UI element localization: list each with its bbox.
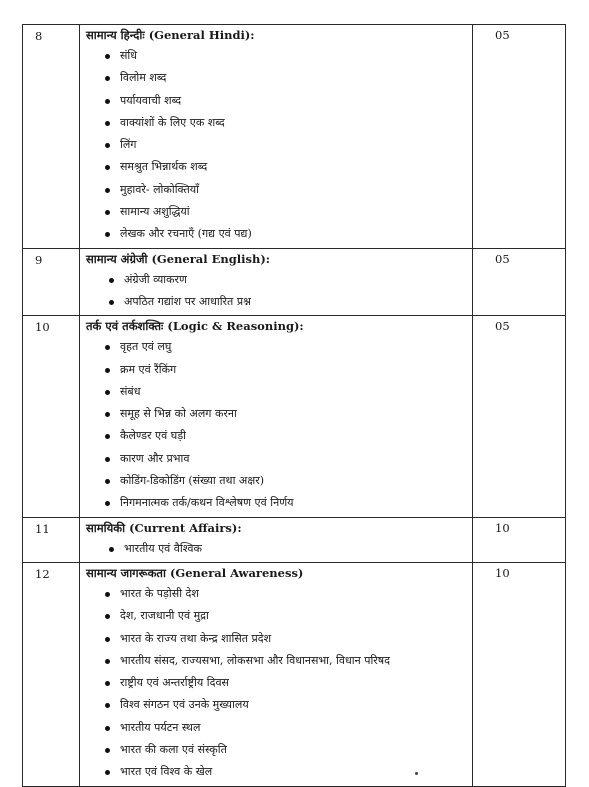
syllabus-row (23, 517, 566, 562)
section-number: 8 (23, 25, 80, 249)
section-marks-cell (473, 517, 566, 562)
syllabus-table (22, 24, 566, 787)
topic-item: राष्ट्रीय एवं अन्तर्राष्ट्रीय दिवस (86, 672, 466, 694)
topic-item: विलोम शब्द (86, 67, 466, 89)
topic-item: निगमनात्मक तर्क/कथन विश्लेषण एवं निर्णय (86, 492, 466, 514)
section-title: तर्क एवं तर्कशक्तिः (Logic & Reasoning): (86, 319, 304, 334)
topic-item: लेखक और रचनाएँ (गद्य एवं पद्य) (86, 223, 466, 245)
topic-item: कारण और प्रभाव (86, 448, 466, 470)
section-title: सामयिकी (Current Affairs): (86, 520, 242, 535)
topic-item: वाक्यांशों के लिए एक शब्द (86, 112, 466, 134)
section-title: सामान्य जागरूकता (General Awareness) (86, 565, 304, 580)
section-content (80, 517, 473, 562)
topic-list (86, 583, 466, 784)
topic-item: कैलेण्डर एवं घड़ी (86, 425, 466, 447)
section-number: 12 (23, 562, 80, 786)
topic-item: भारतीय एवं वैश्विक (86, 538, 466, 560)
topic-item: क्रम एवं रैंकिंग (86, 359, 466, 381)
section-title: सामान्य अंग्रेजी (General English): (86, 251, 271, 266)
section-content (80, 562, 473, 786)
section-title: सामान्य हिन्दीः (General Hindi): (86, 28, 255, 42)
topic-item: देश, राजधानी एवं मुद्रा (86, 605, 466, 627)
topic-item: समूह से भिन्न को अलग करना (86, 403, 466, 425)
syllabus-row (23, 248, 566, 316)
topic-item: पर्यायवाची शब्द (86, 90, 466, 112)
section-marks-cell (473, 562, 566, 786)
section-marks: 10 (495, 520, 510, 535)
topic-item: भारतीय पर्यटन स्थल (86, 717, 466, 739)
section-marks-cell (473, 25, 566, 249)
topic-item: अपठित गद्यांश पर आधारित प्रश्न (86, 291, 466, 313)
section-number: 9 (23, 248, 80, 316)
syllabus-row (23, 562, 566, 786)
section-content (80, 316, 473, 517)
topic-item: भारत के राज्य तथा केन्द्र शासित प्रदेश (86, 628, 466, 650)
syllabus-table-body (23, 25, 566, 787)
topic-list (86, 538, 466, 560)
topic-item: सामान्य अशुद्धियां (86, 201, 466, 223)
scan-speck (415, 772, 418, 775)
section-content (80, 248, 473, 316)
topic-item: भारतीय संसद, राज्यसभा, लोकसभा और विधानसभा, विधान परिषद (86, 650, 466, 672)
section-number: 10 (23, 316, 80, 517)
topic-list (86, 336, 466, 514)
topic-item: संधि (86, 45, 466, 67)
topic-item: मुहावरे- लोकोक्तियाँ (86, 179, 466, 201)
section-marks: 05 (495, 319, 510, 334)
topic-item: भारत एवं विश्व के खेल (86, 761, 466, 783)
syllabus-row (23, 316, 566, 517)
topic-item: भारत के पड़ोसी देश (86, 583, 466, 605)
topic-list (86, 269, 466, 314)
section-content (80, 25, 473, 249)
topic-item: विश्व संगठन एवं उनके मुख्यालय (86, 694, 466, 716)
topic-item: समश्रुत भिन्नार्थक शब्द (86, 156, 466, 178)
topic-item: संबंध (86, 381, 466, 403)
section-number: 11 (23, 517, 80, 562)
section-marks: 10 (495, 565, 510, 580)
section-marks-cell (473, 248, 566, 316)
topic-item: लिंग (86, 134, 466, 156)
topic-item: वृहत एवं लघु (86, 336, 466, 358)
section-marks: 05 (495, 28, 510, 42)
topic-list (86, 45, 466, 246)
section-marks-cell (473, 316, 566, 517)
topic-item: अंग्रेजी व्याकरण (86, 269, 466, 291)
syllabus-row (23, 25, 566, 249)
topic-item: भारत की कला एवं संस्कृति (86, 739, 466, 761)
topic-item: कोडिंग-डिकोडिंग (संख्या तथा अक्षर) (86, 470, 466, 492)
section-marks: 05 (495, 251, 510, 266)
